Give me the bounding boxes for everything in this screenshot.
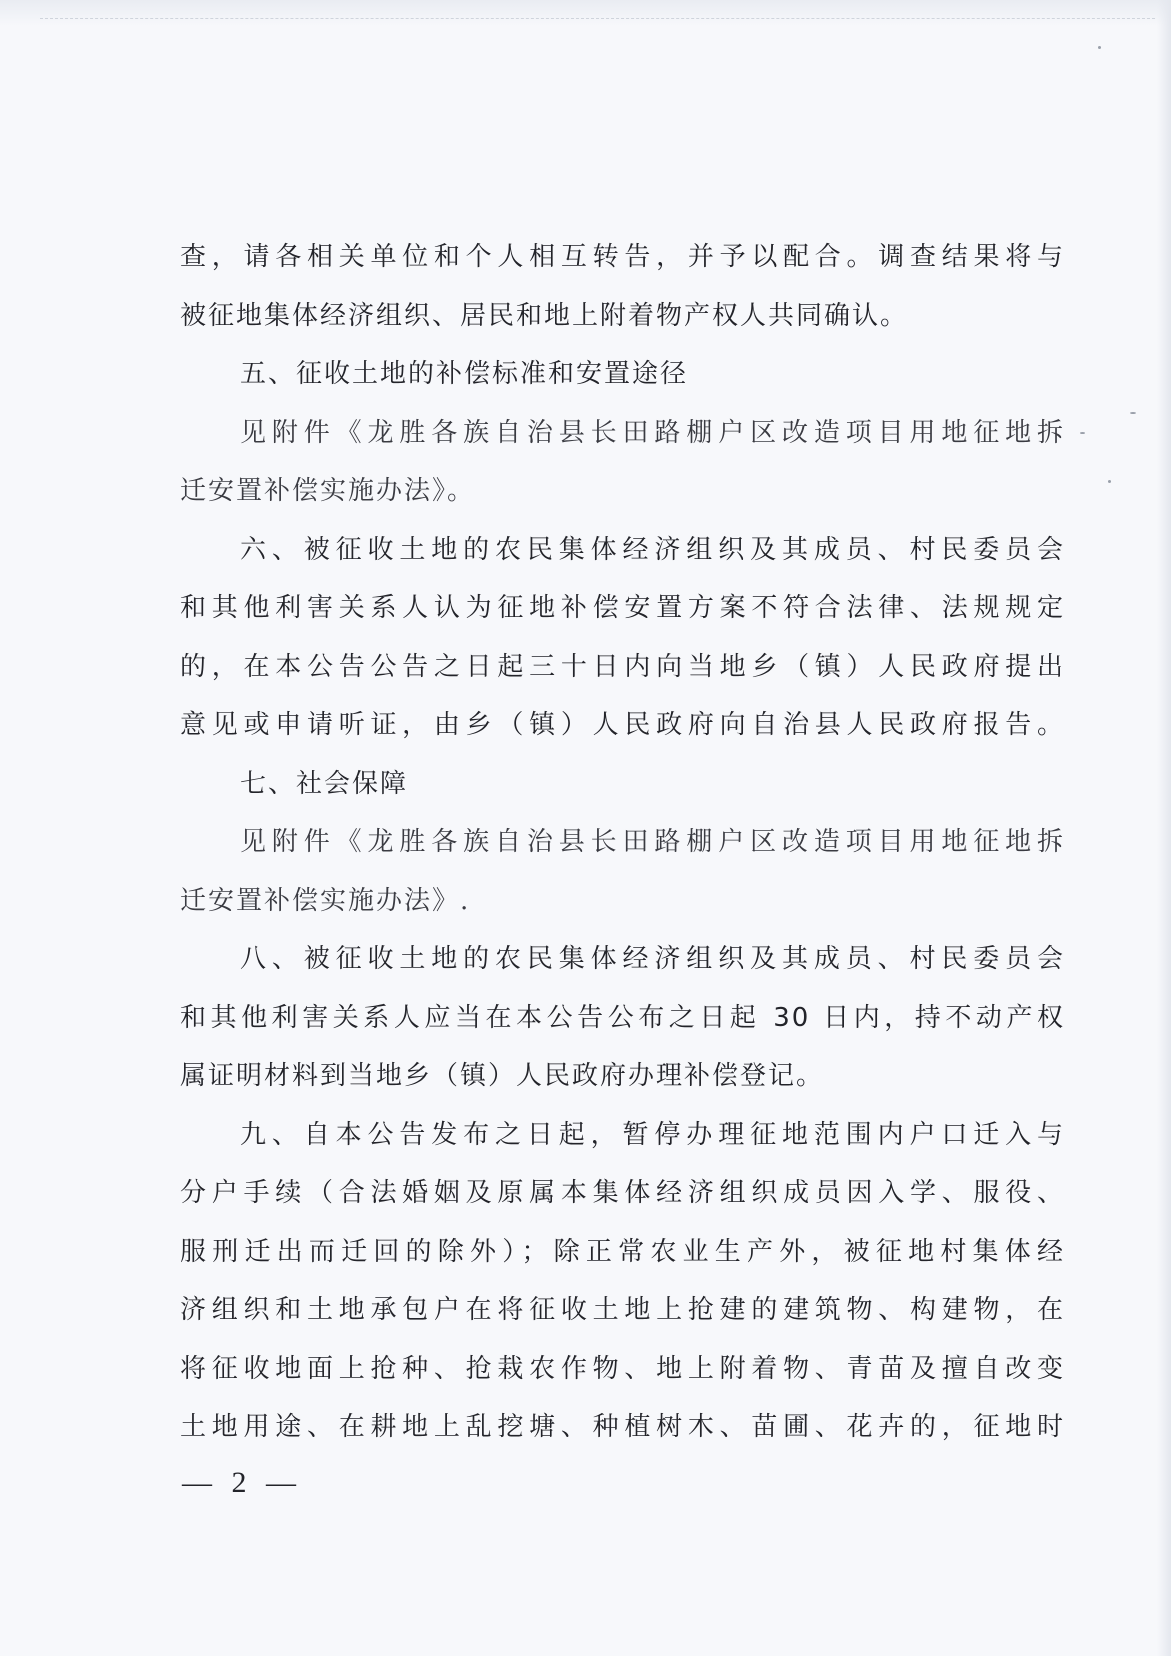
text-line: 查，请各相关单位和个人相互转告，并予以配合。调查结果将与 bbox=[180, 242, 1065, 272]
text-line: 九、自本公告发布之日起，暂停办理征地范围内户口迁入与 bbox=[240, 1119, 1065, 1150]
text-line: 济组织和土地承包户在将征收土地上抢建的建筑物、构建物，在 bbox=[180, 1295, 1065, 1325]
text-line: 的，在本公告公告之日起三十日内向当地乡（镇）人民政府提出 bbox=[180, 651, 1065, 682]
scan-shadow bbox=[0, 0, 1171, 26]
text-line: 迁安置补偿实施办法》。 bbox=[180, 476, 476, 506]
scan-speck bbox=[1098, 46, 1101, 49]
scan-speck bbox=[1080, 432, 1085, 434]
text-line: 和其他利害关系人应当在本公告公布之日起 30 日内，持不动产权 bbox=[180, 1002, 1065, 1033]
text-line: 分户手续（合法婚姻及原属本集体经济组织成员因入学、服役、 bbox=[180, 1178, 1065, 1208]
text-line: 服刑迁出而迁回的除外）；除正常农业生产外，被征地村集体经 bbox=[180, 1236, 1065, 1267]
text-line: 八、被征收土地的农民集体经济组织及其成员、村民委员会 bbox=[240, 944, 1065, 974]
top-dashed-rule bbox=[40, 18, 1155, 19]
text-line: 见附件《龙胜各族自治县长田路棚户区改造项目用地征地拆 bbox=[240, 827, 1065, 857]
text-line: 迁安置补偿实施办法》. bbox=[180, 885, 471, 916]
scan-speck bbox=[1108, 480, 1111, 483]
text-line: 六、被征收土地的农民集体经济组织及其成员、村民委员会 bbox=[240, 534, 1065, 565]
text-line: 被征地集体经济组织、居民和地上附着物产权人共同确认。 bbox=[180, 300, 909, 331]
section-heading: 五、征收土地的补偿标准和安置途径 bbox=[240, 359, 689, 389]
scan-speck bbox=[1130, 412, 1136, 414]
text-line: 将征收地面上抢种、抢栽农作物、地上附着物、青苗及擅自改变 bbox=[180, 1353, 1065, 1384]
body-text bbox=[180, 228, 1065, 1457]
text-line: 见附件《龙胜各族自治县长田路棚户区改造项目用地征地拆 bbox=[240, 417, 1065, 448]
scan-edge bbox=[1157, 0, 1171, 1656]
text-line: 意见或申请听证，由乡（镇）人民政府向自治县人民政府报告。 bbox=[180, 710, 1065, 740]
section-heading: 七、社会保障 bbox=[240, 768, 409, 799]
page-number: — 2 — bbox=[182, 1466, 302, 1499]
text-line: 土地用途、在耕地上乱挖塘、种植树木、苗圃、花卉的，征地时 bbox=[180, 1412, 1065, 1442]
text-line: 和其他利害关系人认为征地补偿安置方案不符合法律、法规规定 bbox=[180, 593, 1065, 623]
text-line: 属证明材料到当地乡（镇）人民政府办理补偿登记。 bbox=[180, 1061, 825, 1091]
